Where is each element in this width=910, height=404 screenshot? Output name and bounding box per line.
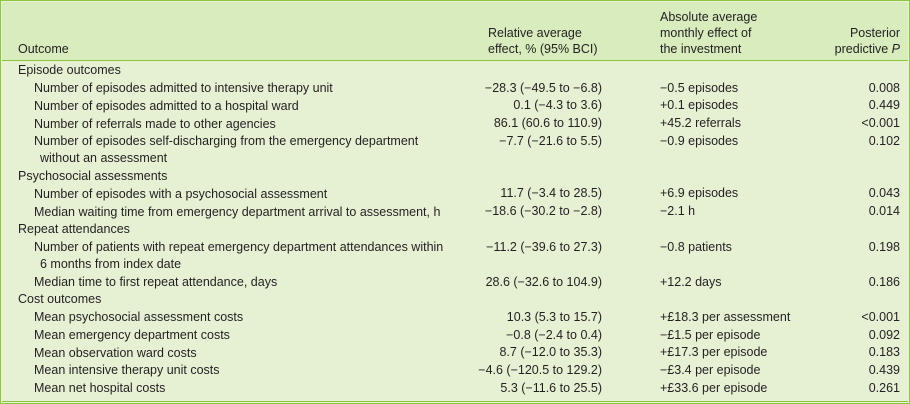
absolute-effect-value: +0.1 episodes <box>660 98 739 113</box>
absolute-effect-value: +12.2 days <box>660 274 722 289</box>
table-row <box>2 344 908 362</box>
section-title: Episode outcomes <box>18 63 121 77</box>
outcome-name-line1: Number of episodes admitted to intensive therapy unit <box>34 81 333 96</box>
table-row <box>2 203 908 221</box>
header-absolute-line3: the investment <box>660 42 742 56</box>
table-row <box>2 309 908 327</box>
table-row <box>2 97 908 115</box>
section-row <box>2 62 908 80</box>
p-value: 0.449 <box>868 98 900 113</box>
outcome-name-line1: Mean psychosocial assessment costs <box>34 310 244 325</box>
outcome-name <box>34 204 440 221</box>
header-posterior-line1: Posterior <box>849 26 900 40</box>
section-title: Repeat attendances <box>18 221 130 236</box>
relative-effect-value: −18.6 (−30.2 to −2.8) <box>484 204 602 219</box>
outcome-name <box>34 380 165 397</box>
header-outcome-label: Outcome <box>18 42 69 56</box>
outcome-name-line1: Number of episodes admitted to a hospital ward <box>34 98 299 113</box>
table-row <box>2 185 908 203</box>
header-relative-line2: effect, % (95% BCI) <box>488 42 598 56</box>
section-title: Cost outcomes <box>18 292 102 307</box>
outcome-name-line1: Mean observation ward costs <box>34 345 197 360</box>
relative-effect-value: −0.8 (−2.4 to 0.4) <box>506 327 602 342</box>
header-relative-effect <box>488 25 598 57</box>
table-row <box>2 133 908 168</box>
absolute-effect-value: +£18.3 per assessment <box>660 309 791 324</box>
outcome-name <box>34 362 220 379</box>
outcome-name-line2: without an assessment <box>40 151 168 166</box>
outcome-name <box>34 133 418 167</box>
p-value: 0.439 <box>868 362 900 377</box>
header-absolute-effect <box>660 9 757 57</box>
absolute-effect-value: −£1.5 per episode <box>660 327 761 342</box>
absolute-effect-value: −0.9 episodes <box>660 133 739 148</box>
p-value: 0.198 <box>868 239 900 254</box>
p-value: <0.001 <box>861 116 900 131</box>
table-row <box>2 80 908 98</box>
outcome-name-line1: Mean intensive therapy unit costs <box>34 363 220 378</box>
outcome-name <box>34 98 299 115</box>
outcome-name <box>34 345 197 362</box>
absolute-effect-value: +£33.6 per episode <box>660 380 768 395</box>
p-value: 0.186 <box>868 274 900 289</box>
outcome-name-line1: Number of episodes self-discharging from the emergency department <box>34 134 419 149</box>
outcome-name <box>34 116 276 133</box>
absolute-effect-value: −0.8 patients <box>660 239 732 254</box>
section-row <box>2 221 908 239</box>
table-row <box>2 115 908 133</box>
p-value: 0.092 <box>868 327 900 342</box>
relative-effect-value: 11.7 (−3.4 to 28.5) <box>500 186 602 201</box>
outcome-name <box>34 80 333 97</box>
absolute-effect-value: +45.2 referrals <box>660 116 741 131</box>
relative-effect-value: −7.7 (−21.6 to 5.5) <box>499 133 602 148</box>
outcome-name-line1: Median time to first repeat attendance, days <box>34 275 278 289</box>
outcome-name-line1: Number of referrals made to other agencies <box>34 116 276 131</box>
relative-effect-value: −11.2 (−39.6 to 27.3) <box>486 239 602 254</box>
table-row <box>2 362 908 380</box>
table-bottom-rule <box>2 401 908 402</box>
p-value: 0.014 <box>868 204 900 219</box>
outcome-name-line1: Number of episodes with a psychosocial assessment <box>34 186 328 201</box>
table-row <box>2 239 908 274</box>
p-value: 0.261 <box>868 380 900 395</box>
section-row <box>2 291 908 309</box>
outcome-name <box>34 186 327 203</box>
absolute-effect-value: −0.5 episodes <box>660 80 739 95</box>
table-row <box>2 274 908 292</box>
header-absolute-line2: monthly effect of <box>660 26 752 40</box>
section-title: Psychosocial assessments <box>18 168 168 183</box>
header-absolute-line1: Absolute average <box>660 10 758 24</box>
outcome-name <box>34 309 243 326</box>
relative-effect-value: 86.1 (60.6 to 110.9) <box>493 116 602 131</box>
table-row <box>2 327 908 345</box>
header-posterior-line2 <box>835 41 900 57</box>
outcome-name <box>34 327 230 344</box>
absolute-effect-value: −£3.4 per episode <box>660 362 761 377</box>
relative-effect-value: 10.3 (5.3 to 15.7) <box>506 309 602 324</box>
relative-effect-value: 8.7 (−12.0 to 35.3) <box>499 345 602 360</box>
outcome-name <box>34 274 277 291</box>
absolute-effect-value: −2.1 h <box>660 204 696 219</box>
section-row <box>2 168 908 186</box>
relative-effect-value: −4.6 (−120.5 to 129.2) <box>478 362 602 377</box>
outcome-name-line1: Mean net hospital costs <box>34 381 166 396</box>
p-value: 0.043 <box>868 186 900 201</box>
relative-effect-value: 28.6 (−32.6 to 104.9) <box>485 274 602 289</box>
header-outcome <box>18 41 69 57</box>
p-value: 0.008 <box>868 80 900 95</box>
p-value: 0.102 <box>868 133 900 148</box>
table-row <box>2 380 908 398</box>
outcome-name <box>34 239 443 273</box>
header-posterior-word: predictive <box>834 42 889 56</box>
relative-effect-value: 5.3 (−11.6 to 25.5) <box>500 380 602 395</box>
header-relative-line1: Relative average <box>488 26 582 40</box>
outcome-name-line1: Number of patients with repeat emergency department attendances within <box>34 240 444 254</box>
relative-effect-value: 0.1 (−4.3 to 3.6) <box>513 98 602 113</box>
outcome-name-line2: 6 months from index date <box>40 257 182 271</box>
absolute-effect-value: +£17.3 per episode <box>660 345 768 360</box>
header-posterior-p: P <box>891 42 900 56</box>
outcome-name-line1: Mean emergency department costs <box>34 328 230 343</box>
table-body <box>2 62 908 402</box>
table-header <box>2 2 908 61</box>
relative-effect-value: −28.3 (−49.5 to −6.8) <box>484 80 602 95</box>
header-posterior <box>835 25 900 57</box>
outcome-name-line1: Median waiting time from emergency department arrival to assessment, h <box>34 204 441 219</box>
absolute-effect-value: +6.9 episodes <box>660 186 739 201</box>
p-value: <0.001 <box>861 309 900 324</box>
p-value: 0.183 <box>868 345 900 360</box>
